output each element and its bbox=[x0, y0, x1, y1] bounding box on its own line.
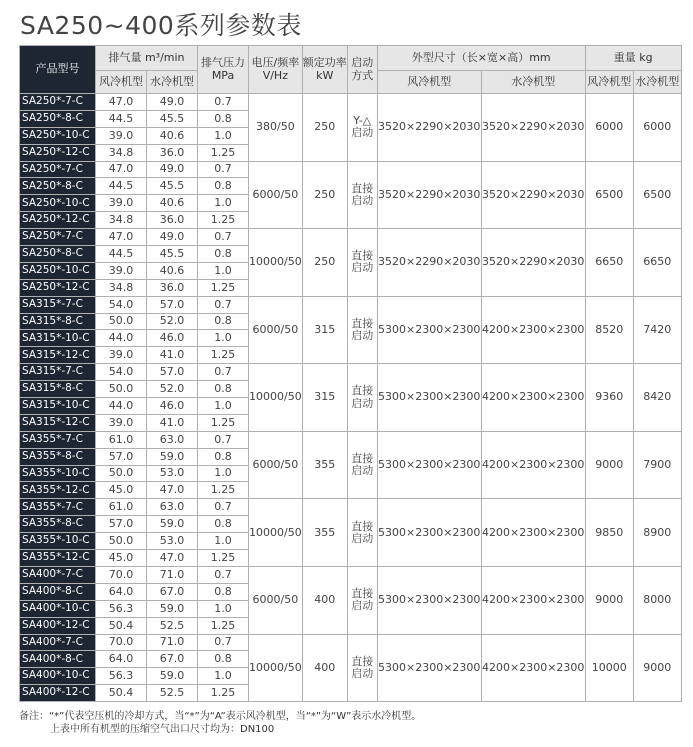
voltage-cell: 6000/50 bbox=[249, 566, 303, 634]
flow-air-cell: 70.0 bbox=[96, 566, 147, 583]
weight-air-cell: 6500 bbox=[585, 161, 633, 229]
weight-water-cell: 7420 bbox=[633, 296, 681, 364]
start-cell bbox=[347, 566, 377, 634]
flow-air-cell: 56.3 bbox=[96, 600, 147, 617]
flow-water-cell: 45.5 bbox=[147, 110, 198, 127]
flow-water-cell: 41.0 bbox=[147, 414, 198, 431]
flow-water-cell: 63.0 bbox=[147, 499, 198, 516]
start-line-2: 启动 bbox=[351, 126, 374, 140]
flow-water-cell: 52.0 bbox=[147, 313, 198, 330]
header-model: 产品型号 bbox=[20, 46, 96, 94]
dim-air-cell: 3520×2290×2030 bbox=[377, 94, 481, 162]
flow-air-cell: 45.0 bbox=[96, 550, 147, 567]
model-cell: SA400*-7-C bbox=[20, 634, 96, 651]
start-line-1: 直接 bbox=[351, 587, 374, 601]
flow-air-cell: 44.5 bbox=[96, 110, 147, 127]
model-cell: SA250*-12-C bbox=[20, 212, 96, 229]
pressure-cell: 1.25 bbox=[198, 482, 249, 499]
flow-air-cell: 56.3 bbox=[96, 668, 147, 685]
start-cell bbox=[347, 634, 377, 702]
weight-air-cell: 9000 bbox=[585, 566, 633, 634]
pressure-cell: 0.8 bbox=[198, 178, 249, 195]
flow-water-cell: 36.0 bbox=[147, 212, 198, 229]
pressure-cell: 1.25 bbox=[198, 414, 249, 431]
voltage-cell: 10000/50 bbox=[249, 229, 303, 297]
dim-air-cell: 5300×2300×2300 bbox=[377, 499, 481, 567]
pressure-cell: 0.8 bbox=[198, 448, 249, 465]
flow-air-cell: 57.0 bbox=[96, 516, 147, 533]
model-cell: SA355*-10-C bbox=[20, 533, 96, 550]
pressure-cell: 0.8 bbox=[198, 381, 249, 398]
flow-air-cell: 50.0 bbox=[96, 465, 147, 482]
flow-air-cell: 44.0 bbox=[96, 398, 147, 415]
pressure-cell: 1.25 bbox=[198, 212, 249, 229]
header-weight-air: 风冷机型 bbox=[585, 71, 633, 94]
pressure-cell: 0.8 bbox=[198, 313, 249, 330]
start-line-2: 启动 bbox=[351, 464, 374, 478]
model-cell: SA400*-10-C bbox=[20, 668, 96, 685]
pressure-cell: 0.8 bbox=[198, 583, 249, 600]
flow-water-cell: 52.5 bbox=[147, 685, 198, 702]
start-line-1: 直接 bbox=[351, 654, 374, 668]
flow-water-cell: 45.5 bbox=[147, 178, 198, 195]
table-row bbox=[20, 161, 682, 178]
model-cell: SA315*-8-C bbox=[20, 313, 96, 330]
pressure-cell: 1.25 bbox=[198, 550, 249, 567]
model-cell: SA355*-12-C bbox=[20, 550, 96, 567]
table-row bbox=[20, 634, 682, 651]
flow-water-cell: 67.0 bbox=[147, 651, 198, 668]
flow-water-cell: 49.0 bbox=[147, 229, 198, 246]
weight-air-cell: 9000 bbox=[585, 431, 633, 499]
model-cell: SA250*-10-C bbox=[20, 262, 96, 279]
start-cell bbox=[347, 364, 377, 432]
pressure-cell: 1.25 bbox=[198, 617, 249, 634]
flow-water-cell: 49.0 bbox=[147, 94, 198, 111]
power-cell: 400 bbox=[302, 634, 347, 702]
flow-water-cell: 59.0 bbox=[147, 668, 198, 685]
flow-air-cell: 39.0 bbox=[96, 262, 147, 279]
flow-water-cell: 53.0 bbox=[147, 533, 198, 550]
model-cell: SA315*-10-C bbox=[20, 398, 96, 415]
flow-air-cell: 39.0 bbox=[96, 414, 147, 431]
model-cell: SA355*-8-C bbox=[20, 448, 96, 465]
pressure-cell: 1.0 bbox=[198, 398, 249, 415]
flow-water-cell: 67.0 bbox=[147, 583, 198, 600]
model-cell: SA355*-7-C bbox=[20, 499, 96, 516]
model-cell: SA315*-7-C bbox=[20, 296, 96, 313]
power-cell: 250 bbox=[302, 94, 347, 162]
flow-air-cell: 39.0 bbox=[96, 347, 147, 364]
power-cell: 315 bbox=[302, 364, 347, 432]
dim-air-cell: 3520×2290×2030 bbox=[377, 229, 481, 297]
weight-water-cell: 8000 bbox=[633, 566, 681, 634]
weight-water-cell: 7900 bbox=[633, 431, 681, 499]
pressure-cell: 0.8 bbox=[198, 651, 249, 668]
pressure-cell: 0.7 bbox=[198, 499, 249, 516]
flow-water-cell: 59.0 bbox=[147, 516, 198, 533]
table-row bbox=[20, 566, 682, 583]
header-pressure: 排气压力 MPa bbox=[198, 46, 249, 94]
power-cell: 315 bbox=[302, 296, 347, 364]
flow-air-cell: 34.8 bbox=[96, 279, 147, 296]
pressure-cell: 0.7 bbox=[198, 161, 249, 178]
pressure-cell: 0.7 bbox=[198, 431, 249, 448]
pressure-cell: 1.0 bbox=[198, 127, 249, 144]
flow-air-cell: 50.4 bbox=[96, 685, 147, 702]
flow-water-cell: 36.0 bbox=[147, 279, 198, 296]
flow-air-cell: 57.0 bbox=[96, 448, 147, 465]
start-line-2: 启动 bbox=[351, 531, 374, 545]
pressure-cell: 1.0 bbox=[198, 262, 249, 279]
flow-air-cell: 50.0 bbox=[96, 533, 147, 550]
model-cell: SA355*-12-C bbox=[20, 482, 96, 499]
flow-water-cell: 47.0 bbox=[147, 482, 198, 499]
voltage-cell: 10000/50 bbox=[249, 364, 303, 432]
flow-air-cell: 47.0 bbox=[96, 161, 147, 178]
pressure-cell: 1.25 bbox=[198, 347, 249, 364]
pressure-cell: 1.0 bbox=[198, 668, 249, 685]
weight-air-cell: 9360 bbox=[585, 364, 633, 432]
start-line-1: Y-△ bbox=[353, 114, 372, 128]
flow-water-cell: 57.0 bbox=[147, 364, 198, 381]
dim-water-cell: 4200×2300×2300 bbox=[481, 634, 585, 702]
model-cell: SA355*-7-C bbox=[20, 431, 96, 448]
pressure-cell: 1.0 bbox=[198, 330, 249, 347]
header-flow: 排气量 m³/min bbox=[96, 46, 198, 71]
pressure-cell: 0.7 bbox=[198, 364, 249, 381]
model-cell: SA250*-8-C bbox=[20, 178, 96, 195]
flow-air-cell: 61.0 bbox=[96, 499, 147, 516]
dim-air-cell: 5300×2300×2300 bbox=[377, 634, 481, 702]
header-weight: 重量 kg bbox=[585, 46, 681, 71]
power-cell: 250 bbox=[302, 229, 347, 297]
dim-air-cell: 5300×2300×2300 bbox=[377, 296, 481, 364]
model-cell: SA250*-10-C bbox=[20, 195, 96, 212]
dim-water-cell: 3520×2290×2030 bbox=[481, 94, 585, 162]
footnote-line-1: 备注：“*”代表空压机的冷却方式，当“*”为“A”表示风冷机型，当“*”为“W”表示水冷机型。 bbox=[19, 711, 422, 722]
flow-water-cell: 71.0 bbox=[147, 634, 198, 651]
start-line-1: 直接 bbox=[351, 249, 374, 263]
pressure-cell: 0.8 bbox=[198, 246, 249, 263]
model-cell: SA250*-7-C bbox=[20, 229, 96, 246]
flow-air-cell: 61.0 bbox=[96, 431, 147, 448]
weight-air-cell: 6650 bbox=[585, 229, 633, 297]
voltage-cell: 6000/50 bbox=[249, 431, 303, 499]
start-cell bbox=[347, 229, 377, 297]
start-line-2: 启动 bbox=[351, 328, 374, 342]
power-cell: 355 bbox=[302, 499, 347, 567]
model-cell: SA400*-8-C bbox=[20, 583, 96, 600]
flow-water-cell: 57.0 bbox=[147, 296, 198, 313]
dim-water-cell: 4200×2300×2300 bbox=[481, 296, 585, 364]
dim-water-cell: 3520×2290×2030 bbox=[481, 161, 585, 229]
flow-water-cell: 59.0 bbox=[147, 600, 198, 617]
start-line-2: 启动 bbox=[351, 599, 374, 613]
model-cell: SA250*-10-C bbox=[20, 127, 96, 144]
model-cell: SA400*-10-C bbox=[20, 600, 96, 617]
start-line-1: 直接 bbox=[351, 452, 374, 465]
table-row bbox=[20, 499, 682, 516]
flow-air-cell: 54.0 bbox=[96, 364, 147, 381]
model-cell: SA355*-8-C bbox=[20, 516, 96, 533]
spec-table bbox=[19, 45, 682, 702]
weight-water-cell: 6000 bbox=[633, 94, 681, 162]
model-cell: SA250*-7-C bbox=[20, 161, 96, 178]
voltage-cell: 380/50 bbox=[249, 94, 303, 162]
dim-water-cell: 4200×2300×2300 bbox=[481, 499, 585, 567]
pressure-cell: 1.0 bbox=[198, 195, 249, 212]
flow-water-cell: 47.0 bbox=[147, 550, 198, 567]
header-weight-water: 水冷机型 bbox=[633, 71, 681, 94]
header-dim-air: 风冷机型 bbox=[377, 71, 481, 94]
voltage-cell: 6000/50 bbox=[249, 161, 303, 229]
pressure-cell: 1.0 bbox=[198, 465, 249, 482]
flow-air-cell: 39.0 bbox=[96, 195, 147, 212]
model-cell: SA315*-8-C bbox=[20, 381, 96, 398]
flow-water-cell: 41.0 bbox=[147, 347, 198, 364]
footnote bbox=[19, 710, 421, 736]
start-line-1: 直接 bbox=[351, 181, 374, 195]
header-voltage: 电压/频率 V/Hz bbox=[249, 46, 303, 94]
flow-air-cell: 39.0 bbox=[96, 127, 147, 144]
weight-water-cell: 6500 bbox=[633, 161, 681, 229]
model-cell: SA250*-8-C bbox=[20, 246, 96, 263]
dim-air-cell: 5300×2300×2300 bbox=[377, 431, 481, 499]
flow-water-cell: 45.5 bbox=[147, 246, 198, 263]
flow-air-cell: 47.0 bbox=[96, 94, 147, 111]
header-dim-water: 水冷机型 bbox=[481, 71, 585, 94]
flow-air-cell: 50.4 bbox=[96, 617, 147, 634]
pressure-cell: 0.7 bbox=[198, 94, 249, 111]
flow-water-cell: 71.0 bbox=[147, 566, 198, 583]
start-line-2: 启动 bbox=[351, 193, 374, 207]
header-start: 启动 方式 bbox=[347, 46, 377, 94]
dim-water-cell: 3520×2290×2030 bbox=[481, 229, 585, 297]
start-cell bbox=[347, 431, 377, 499]
flow-air-cell: 44.5 bbox=[96, 178, 147, 195]
table-row bbox=[20, 431, 682, 448]
dim-water-cell: 4200×2300×2300 bbox=[481, 566, 585, 634]
pressure-cell: 1.0 bbox=[198, 533, 249, 550]
flow-air-cell: 44.0 bbox=[96, 330, 147, 347]
model-cell: SA315*-12-C bbox=[20, 347, 96, 364]
start-cell bbox=[347, 499, 377, 567]
model-cell: SA315*-10-C bbox=[20, 330, 96, 347]
flow-air-cell: 45.0 bbox=[96, 482, 147, 499]
weight-air-cell: 8520 bbox=[585, 296, 633, 364]
model-cell: SA400*-7-C bbox=[20, 566, 96, 583]
dim-water-cell: 4200×2300×2300 bbox=[481, 364, 585, 432]
pressure-cell: 0.7 bbox=[198, 566, 249, 583]
pressure-cell: 0.8 bbox=[198, 110, 249, 127]
flow-air-cell: 34.8 bbox=[96, 144, 147, 161]
model-cell: SA355*-10-C bbox=[20, 465, 96, 482]
pressure-cell: 0.8 bbox=[198, 516, 249, 533]
flow-water-cell: 63.0 bbox=[147, 431, 198, 448]
page-title: SA250~400系列参数表 bbox=[20, 11, 302, 40]
pressure-cell: 1.25 bbox=[198, 279, 249, 296]
footnote-line-2: 上表中所有机型的压缩空气出口尺寸均为：DN100 bbox=[50, 724, 275, 735]
start-line-2: 启动 bbox=[351, 666, 374, 680]
header-flow-air: 风冷机型 bbox=[96, 71, 147, 94]
start-line-1: 直接 bbox=[351, 316, 374, 330]
flow-air-cell: 34.8 bbox=[96, 212, 147, 229]
start-cell bbox=[347, 161, 377, 229]
flow-water-cell: 46.0 bbox=[147, 398, 198, 415]
flow-water-cell: 40.6 bbox=[147, 195, 198, 212]
table-row bbox=[20, 296, 682, 313]
pressure-cell: 1.0 bbox=[198, 600, 249, 617]
flow-water-cell: 52.5 bbox=[147, 617, 198, 634]
model-cell: SA250*-7-C bbox=[20, 94, 96, 111]
flow-water-cell: 52.0 bbox=[147, 381, 198, 398]
header-dim: 外型尺寸（长×宽×高）mm bbox=[377, 46, 585, 71]
weight-water-cell: 9000 bbox=[633, 634, 681, 702]
power-cell: 355 bbox=[302, 431, 347, 499]
start-line-1: 直接 bbox=[351, 384, 374, 398]
pressure-cell: 1.25 bbox=[198, 685, 249, 702]
start-line-2: 启动 bbox=[351, 261, 374, 275]
model-cell: SA250*-12-C bbox=[20, 279, 96, 296]
flow-water-cell: 59.0 bbox=[147, 448, 198, 465]
weight-water-cell: 8420 bbox=[633, 364, 681, 432]
table-row bbox=[20, 364, 682, 381]
pressure-cell: 0.7 bbox=[198, 634, 249, 651]
voltage-cell: 6000/50 bbox=[249, 296, 303, 364]
model-cell: SA315*-12-C bbox=[20, 414, 96, 431]
flow-water-cell: 40.6 bbox=[147, 262, 198, 279]
power-cell: 250 bbox=[302, 161, 347, 229]
pressure-cell: 0.7 bbox=[198, 296, 249, 313]
flow-air-cell: 54.0 bbox=[96, 296, 147, 313]
dim-air-cell: 5300×2300×2300 bbox=[377, 364, 481, 432]
table-row bbox=[20, 94, 682, 111]
weight-water-cell: 8900 bbox=[633, 499, 681, 567]
power-cell: 400 bbox=[302, 566, 347, 634]
flow-water-cell: 53.0 bbox=[147, 465, 198, 482]
start-line-2: 启动 bbox=[351, 396, 374, 410]
model-cell: SA250*-12-C bbox=[20, 144, 96, 161]
flow-air-cell: 70.0 bbox=[96, 634, 147, 651]
flow-air-cell: 64.0 bbox=[96, 583, 147, 600]
table-row bbox=[20, 229, 682, 246]
weight-water-cell: 6650 bbox=[633, 229, 681, 297]
flow-air-cell: 44.5 bbox=[96, 246, 147, 263]
pressure-cell: 0.7 bbox=[198, 229, 249, 246]
flow-water-cell: 49.0 bbox=[147, 161, 198, 178]
flow-water-cell: 36.0 bbox=[147, 144, 198, 161]
pressure-cell: 1.25 bbox=[198, 144, 249, 161]
model-cell: SA400*-8-C bbox=[20, 651, 96, 668]
flow-air-cell: 64.0 bbox=[96, 651, 147, 668]
flow-air-cell: 47.0 bbox=[96, 229, 147, 246]
start-cell bbox=[347, 296, 377, 364]
flow-air-cell: 50.0 bbox=[96, 313, 147, 330]
voltage-cell: 10000/50 bbox=[249, 634, 303, 702]
start-cell bbox=[347, 94, 377, 162]
dim-air-cell: 3520×2290×2030 bbox=[377, 161, 481, 229]
weight-air-cell: 9850 bbox=[585, 499, 633, 567]
weight-air-cell: 6000 bbox=[585, 94, 633, 162]
weight-air-cell: 10000 bbox=[585, 634, 633, 702]
flow-water-cell: 46.0 bbox=[147, 330, 198, 347]
model-cell: SA400*-12-C bbox=[20, 685, 96, 702]
dim-water-cell: 4200×2300×2300 bbox=[481, 431, 585, 499]
header-power: 额定功率 kW bbox=[302, 46, 347, 94]
dim-air-cell: 5300×2300×2300 bbox=[377, 566, 481, 634]
model-cell: SA400*-12-C bbox=[20, 617, 96, 634]
model-cell: SA250*-8-C bbox=[20, 110, 96, 127]
flow-water-cell: 40.6 bbox=[147, 127, 198, 144]
start-line-1: 直接 bbox=[351, 519, 374, 533]
flow-air-cell: 50.0 bbox=[96, 381, 147, 398]
voltage-cell: 10000/50 bbox=[249, 499, 303, 567]
model-cell: SA315*-7-C bbox=[20, 364, 96, 381]
header-flow-water: 水冷机型 bbox=[147, 71, 198, 94]
